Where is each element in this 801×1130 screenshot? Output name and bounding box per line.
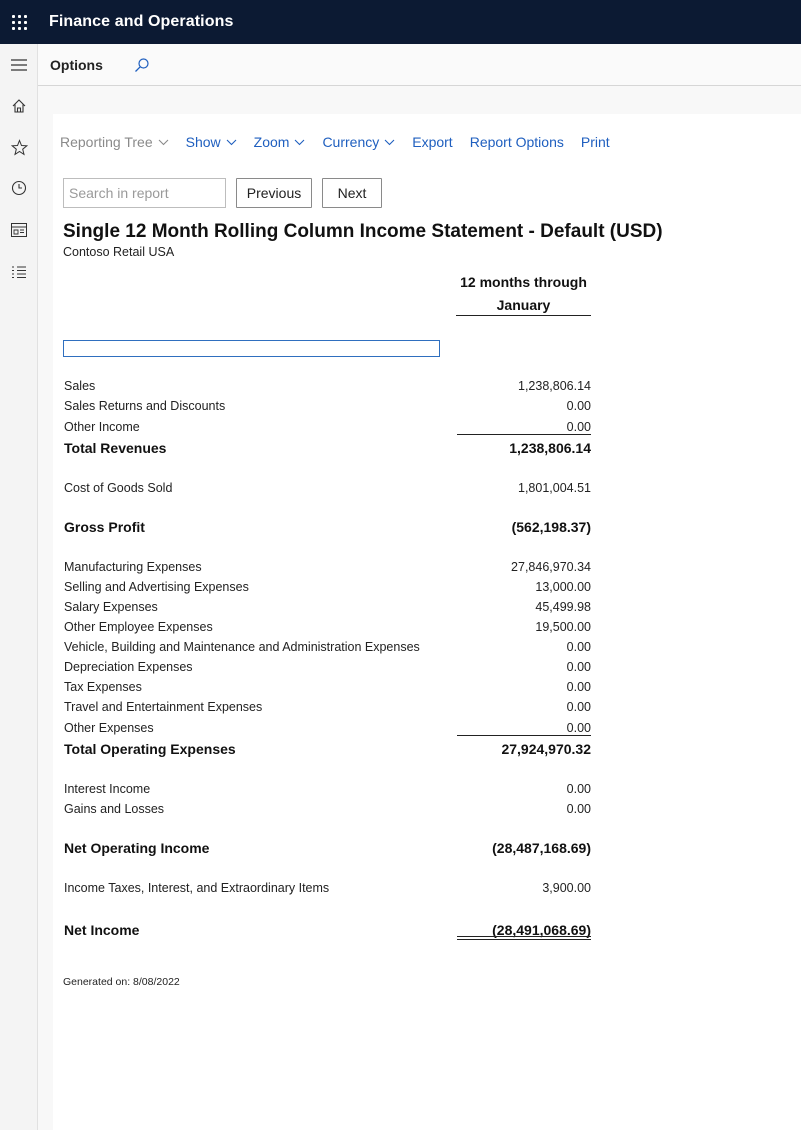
report-row-total: Total Operating Expenses 27,924,970.32	[64, 741, 591, 757]
report-row: Salary Expenses 45,499.98	[64, 600, 591, 614]
report-row-net-income: Net Income (28,491,068.69)	[64, 922, 591, 938]
column-header: 12 months through January	[460, 274, 587, 313]
module-list-icon[interactable]	[4, 257, 34, 287]
clock-icon[interactable]	[4, 173, 34, 203]
report-options-button[interactable]: Report Options	[469, 134, 564, 150]
report-row: Cost of Goods Sold 1,801,004.51	[64, 481, 591, 495]
report-row-total: Net Operating Income (28,487,168.69)	[64, 840, 591, 856]
top-bar	[0, 0, 801, 44]
report-row-total: Gross Profit (562,198.37)	[64, 519, 591, 535]
options-bar	[38, 44, 801, 86]
previous-button[interactable]: Previous	[236, 178, 312, 208]
currency-menu[interactable]: Currency	[322, 134, 395, 150]
zoom-menu[interactable]: Zoom	[254, 134, 306, 150]
next-button[interactable]: Next	[322, 178, 382, 208]
app-title[interactable]: Finance and Operations	[49, 13, 234, 30]
chevron-down-icon	[384, 139, 395, 146]
show-menu[interactable]: Show	[186, 134, 237, 150]
report-toolbar	[60, 132, 627, 152]
report-row: Sales Returns and Discounts 0.00	[64, 399, 591, 413]
subtotal-rule	[457, 735, 591, 736]
hamburger-menu-icon[interactable]	[4, 50, 34, 80]
report-title: Single 12 Month Rolling Column Income Statement - Default (USD)	[63, 221, 663, 242]
chevron-down-icon	[294, 139, 305, 146]
export-button[interactable]: Export	[412, 134, 453, 150]
home-icon[interactable]	[4, 91, 34, 121]
report-row: Sales 1,238,806.14	[64, 379, 591, 393]
report-row: Tax Expenses 0.00	[64, 680, 591, 694]
company-name: Contoso Retail USA	[63, 245, 175, 259]
double-underline	[457, 936, 591, 940]
app-launcher-icon[interactable]	[0, 0, 38, 44]
workspace-icon[interactable]	[4, 215, 34, 245]
report-row: Interest Income 0.00	[64, 782, 591, 796]
report-row: Other Expenses 0.00	[64, 721, 591, 735]
report-row: Manufacturing Expenses 27,846,970.34	[64, 560, 591, 574]
generated-on: Generated on: 8/08/2022	[63, 976, 180, 988]
reporting-tree-menu[interactable]: Reporting Tree	[60, 134, 169, 150]
report-row: Travel and Entertainment Expenses 0.00	[64, 700, 591, 714]
search-in-report-input[interactable]	[63, 178, 226, 208]
report-row: Vehicle, Building and Maintenance and Administration Expenses 0.00	[64, 640, 591, 654]
report-row: Selling and Advertising Expenses 13,000.00	[64, 580, 591, 594]
print-button[interactable]: Print	[580, 134, 610, 150]
chevron-down-icon	[158, 139, 169, 146]
star-icon[interactable]	[4, 132, 34, 162]
subtotal-rule	[457, 434, 591, 435]
report-focus-box[interactable]	[63, 340, 440, 357]
report-row: Other Income 0.00	[64, 420, 591, 434]
report-row: Gains and Losses 0.00	[64, 802, 591, 816]
search-icon[interactable]	[133, 56, 151, 74]
chevron-down-icon	[226, 139, 237, 146]
report-row: Other Employee Expenses 19,500.00	[64, 620, 591, 634]
report-row: Income Taxes, Interest, and Extraordinary Items 3,900.00	[64, 881, 591, 895]
report-row: Depreciation Expenses 0.00	[64, 660, 591, 674]
report-row-total: Total Revenues 1,238,806.14	[64, 440, 591, 456]
report-panel	[53, 114, 801, 1130]
options-label[interactable]: Options	[50, 56, 103, 73]
left-nav	[0, 44, 38, 1130]
column-header-underline	[456, 315, 591, 316]
